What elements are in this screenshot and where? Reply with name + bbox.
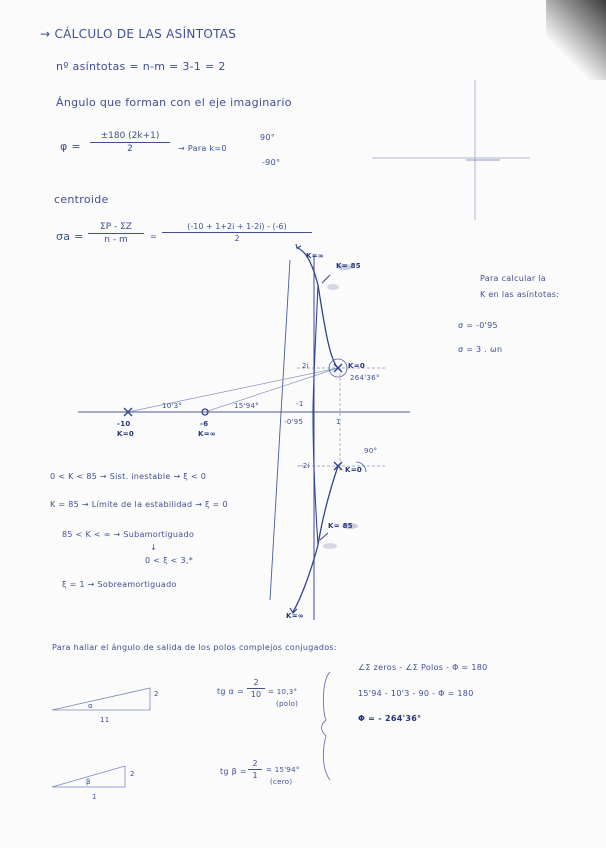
triangle-alpha-angle: α	[88, 702, 93, 710]
x-neg095-label: -0'95	[284, 418, 304, 426]
pole-upper	[334, 364, 342, 372]
angle-beta-plot-label: 15'94°	[234, 402, 260, 410]
arrow-top	[296, 244, 301, 248]
smudge-top2	[327, 284, 339, 290]
stability-line-1: 0 < K < 85 → Sist. inestable → ξ < 0	[50, 472, 207, 481]
sigma-expr-denominator: 2	[234, 234, 240, 243]
stability-line-4: ξ = 1 → Sobreamortiguado	[62, 580, 177, 589]
k-0-lower-label: K=0	[345, 466, 363, 474]
triangle-alpha-side: 2	[154, 690, 159, 698]
calc-k-line2: K en las asíntotas:	[480, 290, 560, 299]
stability-arrow: ↓	[150, 543, 158, 552]
tg-beta-note: (cero)	[270, 778, 293, 786]
k-inf-top-label: K=∞	[306, 252, 325, 260]
asymptote-count: nº asíntotas = n-m = 3-1 = 2	[56, 60, 226, 73]
x-minus10-label: -10	[117, 420, 131, 428]
angle-alpha-plot-label: 10'3°	[162, 402, 183, 410]
tg-alpha-note: (polo)	[276, 700, 299, 708]
angle-line-from-minus6	[205, 368, 338, 412]
phi-symbol: φ =	[60, 140, 81, 153]
centroid-label: centroide	[54, 193, 109, 206]
tg-beta-label: tg β =	[220, 767, 247, 776]
x-minus6-label: -6	[200, 420, 209, 428]
minus-two-i-label: -2i	[300, 462, 310, 470]
sigma-value-2: σ = 3 . ωn	[458, 345, 503, 354]
phi-for-k0: → Para k=0	[178, 144, 227, 153]
tg-alpha-fraction	[247, 678, 265, 699]
stability-line-2: K = 85 → Límite de la estabilidad → ξ = 0	[50, 500, 228, 509]
phi-numerator: ±180 (2k+1)	[90, 131, 170, 143]
angle-line-from-minus10	[128, 368, 338, 412]
locus-lower-branch	[293, 466, 338, 612]
phi-denominator: 2	[127, 144, 133, 154]
tg-beta-result: = 15'94°	[266, 766, 300, 774]
asymptote-line	[270, 260, 290, 600]
angle-lower-label: 90°	[364, 447, 378, 455]
triangle-beta-angle: β	[86, 778, 91, 786]
two-i-label: 2i	[302, 362, 309, 370]
tg-beta-den: 1	[252, 771, 258, 780]
triangle-beta-side: 2	[130, 770, 135, 778]
k-0-upper-label: K=0	[348, 362, 366, 370]
section-heading: → CÁLCULO DE LAS ASÍNTOTAS	[40, 27, 237, 41]
tg-beta-num: 2	[248, 759, 262, 770]
triangle-alpha-base: 11	[100, 716, 110, 724]
triangle-alpha	[52, 688, 150, 710]
tg-alpha-label: tg α =	[217, 687, 245, 696]
sigma-expr-numerator: (-10 + 1+2i + 1-2i) - (-6)	[162, 222, 312, 233]
stability-line-3b: 0 < ξ < 3,*	[145, 556, 194, 565]
formula-line-1: ∠Σ zeros - ∠Σ Polos - Φ = 180	[358, 663, 488, 672]
smudge-bottom2	[323, 543, 337, 549]
angle-upper-label: 264'36°	[350, 374, 380, 382]
curly-brace	[322, 672, 331, 780]
phi-plus90: 90°	[260, 133, 276, 142]
triangle-beta-base: 1	[92, 793, 97, 801]
tg-alpha-num: 2	[247, 678, 265, 689]
phi-minus90: -90°	[262, 158, 281, 167]
formula-line-2: 15'94 - 10'3 - 90 - Φ = 180	[358, 689, 474, 698]
sigma-equals: =	[150, 232, 158, 241]
tg-beta-fraction	[248, 759, 262, 780]
x-1-label: 1	[336, 418, 341, 426]
tg-alpha-den: 10	[250, 690, 262, 699]
kinf-left-label: K=∞	[198, 430, 217, 438]
sigma-a-symbol: σa =	[56, 230, 84, 243]
sigma-denominator: n - m	[104, 235, 128, 245]
sigma-value-1: σ = -0'95	[458, 321, 498, 330]
tg-alpha-result: = 10,3°	[268, 688, 298, 696]
arrow-k85-top	[322, 275, 330, 283]
sigma-numerator: ΣP - ΣZ	[88, 222, 144, 234]
k-85-bottom-label: K= 85	[328, 522, 353, 530]
k0-left-label: K=0	[117, 430, 135, 438]
k-85-top-label: K= 85	[336, 262, 361, 270]
k-inf-bottom-label: K=∞	[286, 612, 305, 620]
stability-line-3: 85 < K < ∞ → Subamortiguado	[62, 530, 195, 539]
arrow-k85-bottom	[320, 533, 328, 540]
angle-heading: Ángulo que forman con el eje imaginario	[56, 96, 292, 109]
x-minus1-label: -1	[296, 400, 304, 408]
departure-heading: Para hallar el ángulo de salida de los polos complejos conjugados:	[52, 643, 337, 652]
calc-k-line1: Para calcular la	[480, 274, 546, 283]
pole-lower	[334, 462, 342, 470]
formula-line-3: Φ = - 264'36°	[358, 714, 422, 723]
